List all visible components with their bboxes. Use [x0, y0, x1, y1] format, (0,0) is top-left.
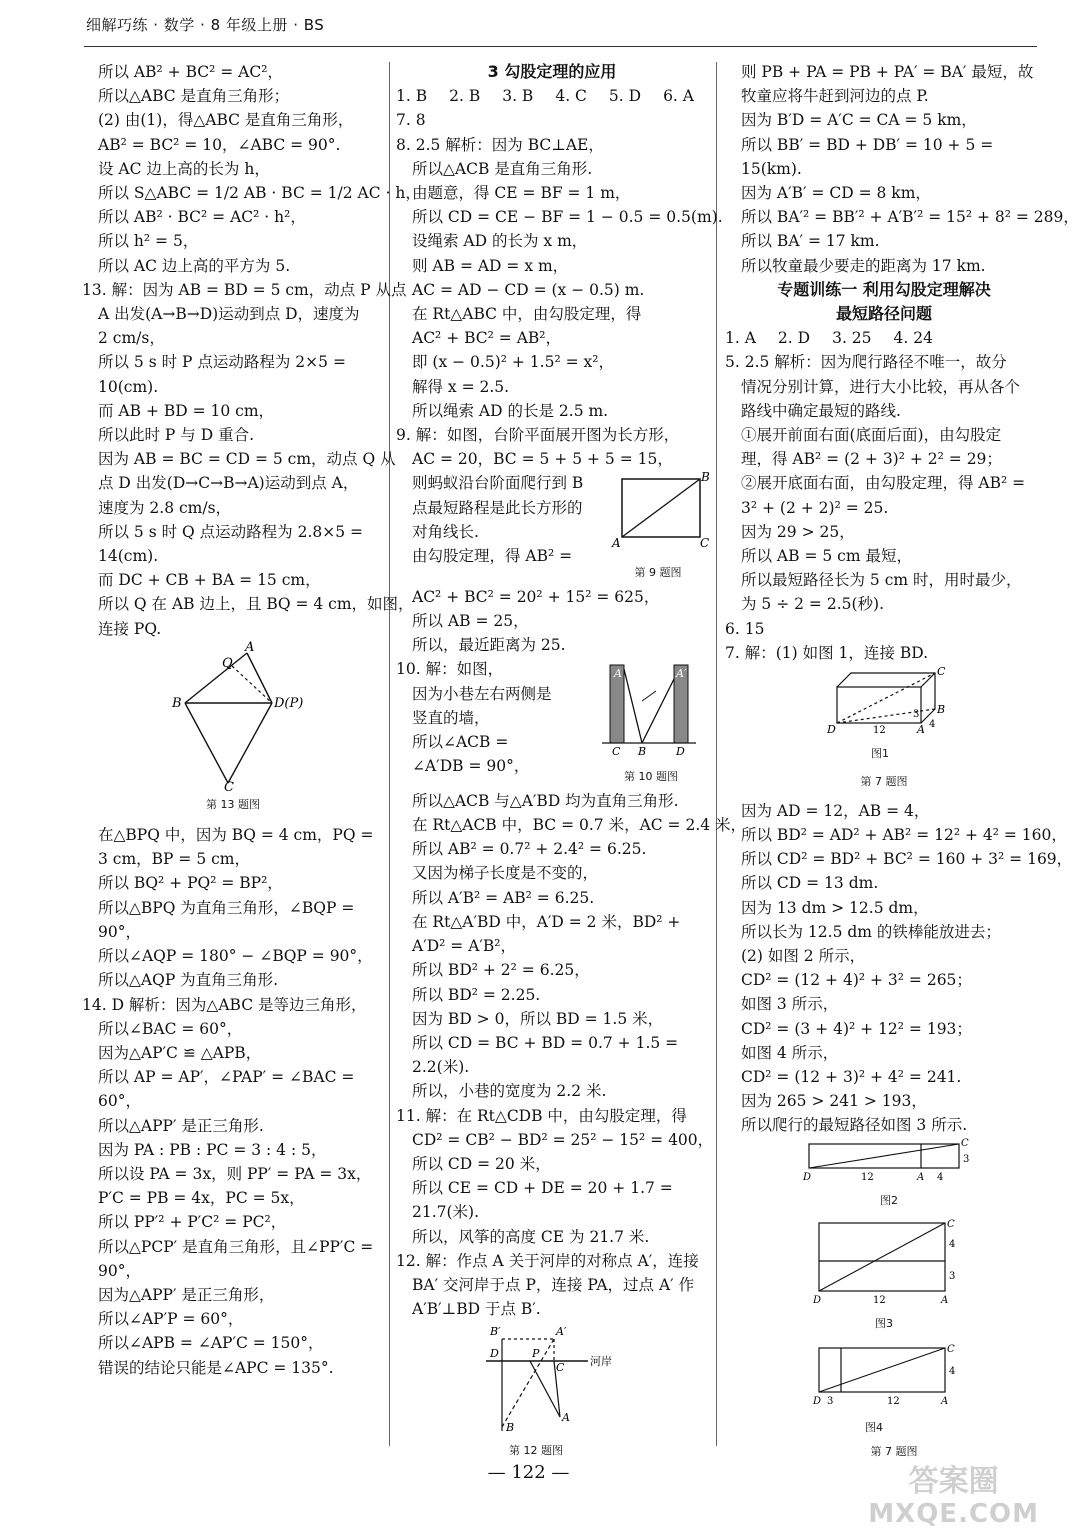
fig3-label-a: A — [941, 1294, 949, 1306]
figure-7-1-diagram — [825, 665, 955, 735]
text-line: 所以 CD = 13 dm. — [741, 874, 879, 893]
col3-text-a — [725, 60, 1079, 278]
text-line: 而 DC + CB + BA = 15 cm， — [98, 571, 321, 590]
fig2-label-4: 4 — [937, 1171, 944, 1183]
text-line: CD² = CB² − BD² = 25² − 15² = 400， — [412, 1130, 714, 1149]
text-line: 因为小巷左右两侧是 — [412, 684, 552, 703]
text-line: AC² + BC² = AB²， — [412, 329, 561, 348]
fig12-label-a: A — [562, 1411, 570, 1425]
text-line: 在 Rt△ABC 中，由勾股定理，得 — [412, 305, 642, 324]
answer-item: 6. A — [663, 87, 694, 106]
answer-item: 1. B — [396, 87, 428, 106]
text-line: 所以爬行的最短路径如图 3 所示. — [741, 1116, 968, 1135]
text-line: 所以 CD² = BD² + BC² = 160 + 3² = 169， — [741, 850, 1073, 869]
col2-answer-row — [396, 84, 708, 108]
figure-9-caption: 第 9 题图 — [634, 565, 682, 579]
fig12-label-river: 河岸 — [590, 1355, 612, 1369]
text-line: 为 5 ÷ 2 = 2.5(秒). — [741, 595, 885, 614]
fig10-label-d: D — [676, 745, 685, 759]
fig4-label-d: D — [813, 1396, 822, 1408]
text-line: 所以 CE = CD + DE = 20 + 1.7 = — [412, 1179, 673, 1198]
text-line: 又因为梯子长度是不变的， — [412, 864, 599, 883]
special-heading-line1: 专题训练一 利用勾股定理解决 — [777, 279, 991, 299]
col3-text-b — [725, 350, 1043, 665]
q9-block — [396, 471, 708, 584]
text-line: 情况分别计算，进行大小比较，再从各个 — [741, 377, 1021, 396]
text-line: A 出发(A→B→D)运动到点 D，速度为 — [98, 305, 360, 324]
text-line: 12. 解：作点 A 关于河岸的对称点 A′，连接 — [396, 1251, 699, 1270]
fig3-label-c: C — [947, 1218, 955, 1230]
answer-item: 3. B — [502, 87, 534, 106]
col2-text-d — [396, 789, 747, 1321]
fig3-label-12: 12 — [873, 1294, 886, 1306]
figure-9 — [608, 471, 708, 584]
answer-item: 1. A — [725, 329, 756, 348]
text-line: 因为 BD > 0，所以 BD = 1.5 米， — [412, 1009, 664, 1028]
figure-7-3-caption: 图3 — [875, 1317, 893, 1331]
q10-text — [396, 657, 596, 788]
text-line: 所以 AB² = 0.7² + 2.4² = 6.25. — [412, 840, 647, 859]
text-line: 由勾股定理，得 AB² = — [412, 547, 573, 566]
text-line: 在 Rt△ACB 中，BC = 0.7 米，AC = 2.4 米， — [412, 816, 747, 835]
text-line: 因为 265 > 241 > 193， — [741, 1092, 927, 1111]
special-heading-line2: 最短路径问题 — [835, 304, 932, 324]
text-line: 所以 Q 在 AB 边上，且 BQ = 4 cm，如图， — [98, 595, 414, 614]
text-line: 因为 29 > 25， — [741, 522, 855, 541]
text-line: 因为 13 dm > 12.5 dm， — [741, 898, 929, 917]
text-line: 所以设 PA = 3x，则 PP′ = PA = 3x， — [98, 1164, 372, 1183]
col2-text-c — [396, 585, 708, 658]
text-line: 因为 AD = 12，AB = 4， — [741, 801, 930, 820]
section-heading: 3 勾股定理的应用 — [487, 62, 617, 81]
figure-10-caption: 第 10 题图 — [624, 769, 678, 783]
text-line: 所以 AB² + BC² = AC²， — [98, 63, 283, 81]
text-line: AC² + BC² = 20² + 15² = 625， — [412, 587, 660, 606]
fig10-label-a2: A′ — [676, 667, 687, 681]
fig13-label-a: A — [245, 639, 255, 655]
figure-7-1 — [725, 665, 1043, 766]
text-line: 因为 B′D = A′C = CA = 5 km， — [741, 111, 977, 130]
watermark-line2: MXQE.COM — [868, 1499, 1039, 1529]
text-line: 所以牧童最少要走的距离为 17 km. — [741, 256, 986, 275]
text-line: 牧童应将牛赶到河边的点 P. — [741, 87, 929, 106]
q9-text — [396, 471, 608, 584]
column-divider-1 — [389, 62, 390, 1446]
text-line: 所以，小巷的宽度为 2.2 米. — [412, 1082, 607, 1101]
figure-12-caption: 第 12 题图 — [509, 1443, 563, 1457]
text-line: 所以△AQP 为直角三角形. — [98, 971, 279, 990]
text-line: 连接 PQ. — [98, 619, 162, 638]
text-line: 所以∠AQP = 180° − ∠BQP = 90°， — [98, 947, 373, 966]
text-line: 所以 BA′² = BB′² + A′B′² = 15² + 8² = 289， — [741, 208, 1079, 227]
column-divider-2 — [716, 62, 717, 1446]
fig2-label-d: D — [803, 1171, 812, 1183]
text-line: 15(km). — [741, 159, 802, 178]
fig12-label-d: D — [490, 1347, 499, 1361]
figure-13-diagram — [82, 639, 382, 795]
text-line: AB² = BC² = 10，∠ABC = 90°. — [98, 135, 341, 154]
text-line: 所以 BA′ = 17 km. — [741, 232, 880, 251]
text-line: 5. 2.5 解析：因为爬行路径不唯一，故分 — [725, 353, 1007, 372]
text-line: 所以 CD = BC + BD = 0.7 + 1.5 = — [412, 1033, 679, 1052]
text-line: 点 D 出发(D→C→B→A)运动到点 A， — [98, 474, 359, 493]
figure-12-diagram — [476, 1321, 636, 1435]
text-line: (2) 由(1)，得△ABC 是直角三角形， — [98, 111, 354, 130]
col1-text-bottom — [82, 823, 384, 1380]
answer-item: 4. C — [555, 87, 587, 106]
text-line: ①展开前面右面(底面后面)，由勾股定 — [741, 426, 1002, 445]
text-line: 所以 5 s 时 P 点运动路程为 2×5 = — [98, 353, 346, 372]
text-line: 路线中确定最短的路线. — [741, 401, 901, 420]
text-line: P′C = PB = 4x，PC = 5x， — [98, 1189, 305, 1208]
text-line: 2 cm/s， — [98, 329, 165, 348]
text-line: 所以△APP′ 是正三角形. — [98, 1116, 264, 1135]
text-line: 理，得 AB² = (2 + 3)² + 2² = 29； — [741, 450, 1002, 469]
text-line: 则蚂蚁沿台阶面爬行到 B — [412, 474, 584, 493]
figure-9-diagram — [608, 471, 708, 553]
fig9-label-b: B — [701, 470, 710, 485]
fig13-label-c: C — [224, 779, 234, 795]
text-line: 设 AC 边上高的长为 h， — [98, 159, 270, 178]
text-line: 所以绳索 AD 的长是 2.5 m. — [412, 401, 609, 420]
text-line: 则 AB = AD = x m， — [412, 256, 569, 275]
col3-answer-row — [725, 326, 1043, 350]
text-line: 所以，风筝的高度 CE 为 21.7 米. — [412, 1227, 650, 1246]
figure-7-2 — [725, 1138, 1043, 1213]
figure-7-1-caption: 图1 — [871, 747, 889, 761]
text-line: 所以 AB² · BC² = AC² · h²， — [98, 208, 306, 227]
text-line: 即 (x − 0.5)² + 1.5² = x²， — [412, 353, 614, 372]
text-line: 所以 CD = 20 米， — [412, 1154, 551, 1173]
figure-7-caption: 第 7 题图 — [860, 775, 908, 789]
text-line: 所以长为 12.5 dm 的铁棒能放进去； — [741, 922, 1001, 941]
q10-block — [396, 657, 708, 788]
answer-item: 3. 25 — [832, 329, 872, 348]
text-line: CD² = (12 + 4)² + 3² = 265； — [741, 971, 972, 990]
text-line: 所以 BD² + 2² = 6.25， — [412, 961, 590, 980]
text-line: 所以 5 s 时 Q 点运动路程为 2.8×5 = — [98, 522, 363, 541]
text-line: 解得 x = 2.5. — [412, 377, 510, 396]
text-line: 所以 BD² = AD² + AB² = 12² + 4² = 160， — [741, 825, 1067, 844]
text-line: 对角线长. — [412, 522, 479, 541]
fig12-label-c: C — [556, 1361, 565, 1375]
fig13-label-q: Q — [222, 655, 233, 671]
figure-13-caption: 第 13 题图 — [206, 797, 260, 811]
fig13-label-d: D(P) — [274, 695, 304, 711]
text-line: 在 Rt△A′BD 中，A′D = 2 米，BD² + — [412, 912, 681, 931]
text-line: 所以∠ACB = — [412, 733, 509, 752]
text-line: 10. 解：如图， — [396, 660, 504, 679]
watermark-line1: 答案圈 — [908, 1464, 999, 1499]
figure-7-bottom-caption: 第 7 题图 — [870, 1444, 918, 1458]
text-line: 10(cm). — [98, 377, 159, 396]
fig7-1-label-c: C — [937, 665, 946, 679]
text-line: 因为△APP′ 是正三角形， — [98, 1285, 275, 1304]
figure-10-diagram — [596, 657, 706, 757]
text-line: 60°， — [98, 1092, 141, 1111]
answer-item: 2. B — [449, 87, 481, 106]
text-line: 所以△BPQ 为直角三角形，∠BQP = — [98, 898, 355, 917]
figure-7-4-caption: 图4 — [865, 1420, 883, 1434]
fig7-1-label-d: D — [827, 723, 836, 737]
fig4-label-3: 3 — [827, 1396, 834, 1408]
fig4-label-12: 12 — [887, 1396, 900, 1408]
fig3-label-d: D — [813, 1294, 822, 1306]
text-line: AC = 20，BC = 5 + 5 + 5 = 15， — [412, 450, 673, 469]
running-header: 细解巧练 · 数学 · 8 年级上册 · BS — [86, 16, 325, 34]
text-line: 如图 4 所示， — [741, 1043, 839, 1062]
figure-7-4-diagram — [809, 1342, 969, 1408]
col2-text-a — [396, 108, 723, 471]
header-rule — [84, 46, 1037, 47]
figure-7-3-diagram — [809, 1219, 969, 1305]
text-line: 在△BPQ 中，因为 BQ = 4 cm，PQ = — [98, 826, 374, 845]
text-line: 速度为 2.8 cm/s， — [98, 498, 232, 517]
text-line: ∠A′DB = 90°， — [412, 757, 530, 776]
text-line: 11. 解：在 Rt△CDB 中，由勾股定理，得 — [396, 1106, 687, 1125]
answer-item: 5. D — [608, 87, 642, 106]
text-line: 6. 15 — [725, 619, 765, 638]
text-line: 因为 A′B′ = CD = 8 km， — [741, 184, 931, 203]
text-line: 所以△ACB 是直角三角形. — [412, 159, 593, 178]
column-3 — [725, 60, 1079, 1464]
fig12-label-a1: A′ — [556, 1325, 567, 1339]
fig9-label-a: A — [612, 536, 621, 551]
text-line: 所以 AC 边上高的平方为 5. — [98, 256, 291, 275]
text-line: 3² + (2 + 2)² = 25. — [741, 498, 889, 517]
text-line: 21.7(米). — [412, 1203, 480, 1222]
fig4-label-c: C — [947, 1344, 955, 1356]
text-line: 如图 3 所示， — [741, 995, 839, 1014]
text-line: 90°， — [98, 1261, 141, 1280]
watermark — [868, 1466, 1039, 1530]
fig10-label-c: C — [612, 745, 621, 759]
text-line: 点最短路程是此长方形的 — [412, 498, 583, 517]
fig10-label-a: A — [614, 667, 622, 681]
text-line: 7. 解：(1) 如图 1，连接 BD. — [725, 643, 929, 662]
text-line: 因为 PA : PB : PC = 3 : 4 : 5， — [98, 1140, 327, 1159]
fig9-label-c: C — [700, 536, 710, 551]
fig7-1-label-12: 12 — [873, 725, 886, 737]
fig3-label-3: 3 — [949, 1270, 956, 1282]
text-line: 7. 8 — [396, 111, 426, 130]
fig12-label-b: B — [506, 1421, 515, 1435]
text-line: 所以∠BAC = 60°， — [98, 1019, 243, 1038]
text-line: 因为△AP′C ≌ △APB， — [98, 1043, 262, 1062]
text-line: 错误的结论只能是∠APC = 135°. — [98, 1358, 334, 1377]
text-line: 14. D 解析：因为△ABC 是等边三角形， — [82, 995, 367, 1014]
fig2-label-a: A — [917, 1171, 925, 1183]
text-line: (2) 如图 2 所示， — [741, 946, 866, 965]
fig4-label-a: A — [941, 1396, 949, 1408]
text-line: 因为 AB = BC = CD = 5 cm，动点 Q 从 — [98, 450, 396, 469]
figure-13 — [82, 639, 384, 795]
fig7-1-label-4: 4 — [929, 719, 936, 731]
answer-item: 2. D — [777, 329, 811, 348]
figure-12 — [396, 1321, 708, 1462]
text-line: 所以最短路径长为 5 cm 时，用时最少， — [741, 571, 1022, 590]
figure-7-2-diagram — [799, 1138, 979, 1182]
fig12-label-b1: B′ — [490, 1325, 501, 1339]
fig2-label-12: 12 — [861, 1171, 874, 1183]
text-line: 竖直的墙， — [412, 708, 490, 727]
text-line: 所以 A′B² = AB² = 6.25. — [412, 888, 595, 907]
text-line: 8. 2.5 解析：因为 BC⊥AE， — [396, 135, 604, 154]
text-line: 所以 AP = AP′，∠PAP′ = ∠BAC = — [98, 1068, 355, 1087]
fig7-1-label-b: B — [937, 703, 946, 717]
text-line: 所以 AB = 5 cm 最短， — [741, 547, 912, 566]
text-line: 所以 BD² = 2.25. — [412, 985, 541, 1004]
figure-7-2-caption: 图2 — [880, 1193, 898, 1207]
figure-10 — [596, 657, 706, 788]
fig2-label-c: C — [961, 1137, 969, 1149]
text-line: 所以 PP′² + P′C² = PC²， — [98, 1213, 287, 1232]
fig4-label-4: 4 — [949, 1366, 956, 1378]
fig2-label-3: 3 — [963, 1153, 970, 1165]
text-line: 所以此时 P 与 D 重合. — [98, 426, 254, 445]
text-line: CD² = (12 + 3)² + 4² = 241. — [741, 1067, 962, 1086]
text-line: 所以 CD = CE − BF = 1 − 0.5 = 0.5(m). — [412, 208, 723, 227]
text-line: 所以 BQ² + PQ² = BP²， — [98, 874, 283, 893]
fig7-1-label-3: 3 — [913, 709, 920, 721]
fig10-label-b: B — [638, 745, 647, 759]
text-line: 所以△PCP′ 是直角三角形，且∠PP′C = — [98, 1237, 374, 1256]
text-line: 则 PB + PA = PB + PA′ = BA′ 最短，故 — [741, 63, 1034, 81]
text-line: 所以 BB′ = BD + DB′ = 10 + 5 = — [741, 135, 994, 154]
text-line: 90°， — [98, 922, 141, 941]
text-line: A′B′⊥BD 于点 B′. — [412, 1300, 541, 1319]
text-line: 所以 h² = 5， — [98, 232, 199, 251]
text-line: 所以∠AP′P = 60°， — [98, 1310, 244, 1329]
text-line: 所以△ABC 是直角三角形； — [98, 87, 290, 106]
text-line: CD² = (3 + 4)² + 12² = 193； — [741, 1019, 972, 1038]
text-line: 13. 解：因为 AB = BD = 5 cm，动点 P 从点 — [82, 280, 407, 299]
text-line: 3 cm，BP = 5 cm， — [98, 850, 250, 869]
fig13-label-b: B — [172, 695, 182, 711]
text-line: 所以 S△ABC = 1/2 AB · BC = 1/2 AC · h， — [98, 184, 421, 203]
page-number: — 122 — — [487, 1462, 570, 1483]
text-line: 设绳索 AD 的长为 x m， — [412, 232, 588, 251]
text-line: 所以 AB = 25， — [412, 612, 529, 631]
fig3-label-4: 4 — [949, 1238, 956, 1250]
text-line: 而 AB + BD = 10 cm， — [98, 401, 275, 420]
figure-7-3 — [725, 1219, 1043, 1336]
fig12-label-p: P — [532, 1347, 540, 1361]
figure-7-4 — [725, 1342, 1043, 1439]
answer-item: 4. 24 — [893, 329, 933, 348]
text-line: 由题意，得 CE = BF = 1 m， — [412, 184, 631, 203]
col3-text-c — [725, 799, 1073, 1138]
text-line: A′D² = A′B²， — [412, 937, 517, 956]
text-line: 14(cm). — [98, 547, 159, 566]
text-line: BA′ 交河岸于点 P，连接 PA，过点 A′ 作 — [412, 1275, 695, 1294]
text-line: ②展开底面右面，由勾股定理，得 AB² = — [741, 474, 1026, 493]
text-line: 所以，最近距离为 25. — [412, 636, 566, 655]
text-line: AC = AD − CD = (x − 0.5) m. — [412, 280, 645, 299]
text-line: 所以∠APB = ∠AP′C = 150°， — [98, 1334, 324, 1353]
fig7-1-label-a: A — [917, 723, 925, 737]
text-line: 所以△ACB 与△A′BD 均为直角三角形. — [412, 791, 679, 810]
text-line: 9. 解：如图，台阶平面展开图为长方形， — [396, 426, 680, 445]
text-line: 2.2(米). — [412, 1058, 470, 1077]
